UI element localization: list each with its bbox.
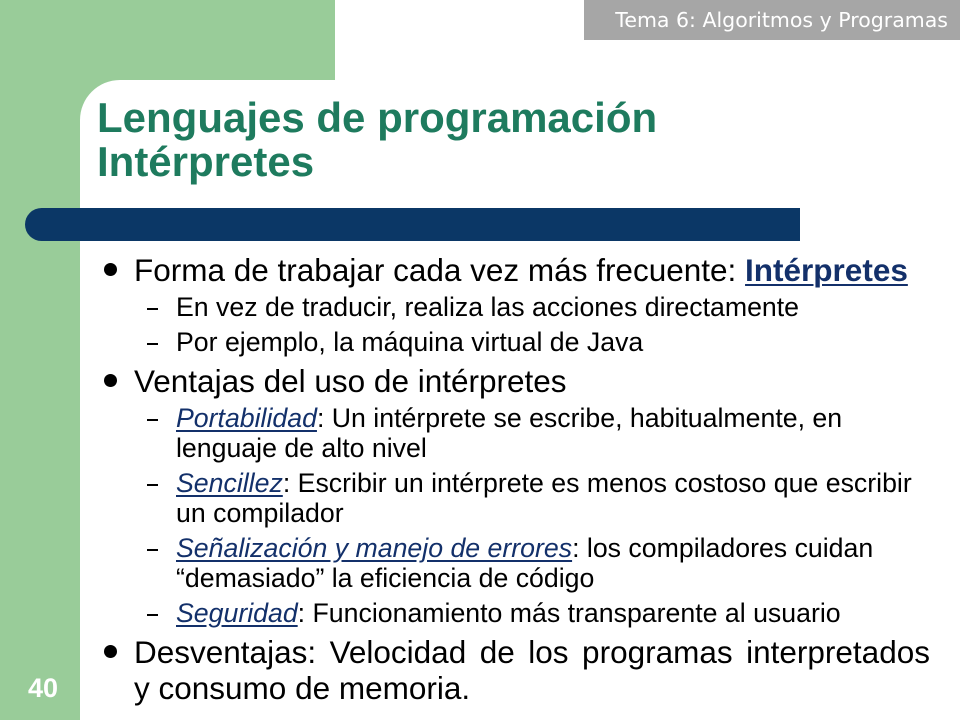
sub-bullet-item <box>0 292 930 322</box>
topic-header: Tema 6: Algoritmos y Programas <box>584 0 960 40</box>
sub-bullet-text: : Un intérprete se escribe, habitualmente, en lenguaje de alto nivel <box>176 403 843 463</box>
dash-marker <box>147 308 158 310</box>
sub-bullet-text: Por ejemplo, la máquina virtual de Java <box>176 327 644 357</box>
sub-bullet-item <box>0 468 930 528</box>
dash-marker <box>147 484 158 486</box>
sub-bullet-term: Seguridad <box>176 598 298 628</box>
slide-title <box>97 96 657 184</box>
sub-bullet-item <box>0 327 930 357</box>
sub-bullet-term: Portabilidad <box>176 403 317 433</box>
bullet-list <box>0 252 930 706</box>
sub-bullet-item <box>0 403 930 463</box>
dash-marker <box>147 419 158 421</box>
top-accent-band <box>0 0 335 80</box>
sub-bullet-item <box>0 598 930 628</box>
slide-title-line-2: Intérpretes <box>97 138 315 185</box>
bullet-text: Desventajas: Velocidad de los programas interpretados y consumo de memoria. <box>134 634 930 706</box>
sub-bullet-text: : Funcionamiento más transparente al usuario <box>297 598 841 628</box>
bullet-marker <box>104 645 117 658</box>
bullet-item <box>0 252 930 288</box>
sub-bullet-text: : Escribir un intérprete es menos costoso que escribir un compilador <box>176 468 912 528</box>
sub-bullet-text: En vez de traducir, realiza las acciones directamente <box>176 292 800 322</box>
sub-bullet-term: Señalización y manejo de errores <box>176 533 573 563</box>
bullet-marker <box>104 374 117 387</box>
bullet-marker <box>104 263 117 276</box>
dash-marker <box>147 343 158 345</box>
bullet-item <box>0 634 930 706</box>
bullet-text: Forma de trabajar cada vez más frecuente: <box>134 252 746 288</box>
bullet-text: Ventajas del uso de intérpretes <box>134 363 567 399</box>
bullet-item <box>0 363 930 399</box>
slide-title-line-1: Lenguajes de programación <box>97 94 658 141</box>
sub-bullet-term: Sencillez <box>176 468 283 498</box>
page-number: 40 <box>27 673 59 703</box>
dash-marker <box>147 549 158 551</box>
dash-marker <box>147 614 158 616</box>
sub-bullet-text: : los compiladores cuidan “demasiado” la eficiencia de código <box>176 533 874 593</box>
sub-bullet-item <box>0 533 930 593</box>
bullet-emphasis: Intérpretes <box>745 252 908 288</box>
title-divider-bar <box>25 208 800 241</box>
